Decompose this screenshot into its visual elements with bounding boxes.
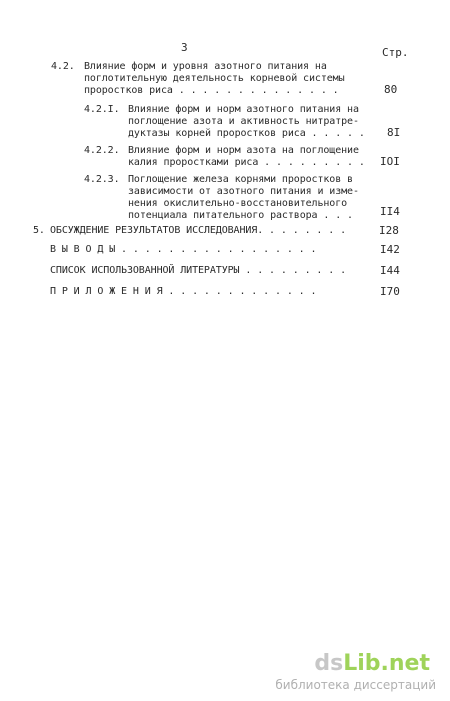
entry-title-line: зависимости от азотного питания и изме- [128, 186, 359, 197]
section-number: 4.2.I. [84, 104, 120, 115]
entry-title-line: СПИСОК ИСПОЛЬЗОВАННОЙ ЛИТЕРАТУРЫ . . . . . . . . . [50, 265, 347, 276]
entry-title-line: Влияние форм и уровня азотного питания на [84, 61, 327, 72]
entry-page: I28 [379, 224, 399, 237]
entry-title-line: В Ы В О Д Ы . . . . . . . . . . . . . . . . . [50, 244, 317, 255]
entry-page: 80 [384, 83, 398, 96]
page-number: 3 [181, 41, 188, 54]
entry-title-line: нения окислительно-восстановительного [128, 198, 348, 209]
entry-title-line: потенциала питательного раствора . . . [128, 210, 353, 221]
entry-title-line: ОБСУЖДЕНИЕ РЕЗУЛЬТАТОВ ИССЛЕДОВАНИЯ. . . . . . . . [50, 225, 347, 236]
section-number: 5. [33, 225, 45, 236]
entry-title-line: П Р И Л О Ж Е Н И Я . . . . . . . . . . . . . [50, 286, 317, 297]
section-number: 4.2. [51, 61, 75, 72]
entry-page: 8I [387, 126, 401, 139]
entry-title-line: Влияние форм и норм азота на поглощение [128, 145, 359, 156]
watermark-logo: dsLib.net [314, 651, 430, 676]
entry-title-line: Поглощение железа корнями проростков в [128, 174, 353, 185]
entry-title-line: Влияние форм и норм азотного питания на [128, 104, 359, 115]
entry-title-line: поглотительную деятельность корневой системы [84, 73, 345, 84]
pages-column-header: Стр. [382, 46, 409, 59]
watermark-caption: библиотека диссертаций [275, 678, 436, 692]
entry-title-line: проростков риса . . . . . . . . . . . . . . [84, 85, 339, 96]
entry-title-line: дуктазы корней проростков риса . . . . . [128, 128, 365, 139]
section-number: 4.2.3. [84, 174, 120, 185]
entry-page: II4 [380, 205, 400, 218]
entry-page: I42 [380, 243, 400, 256]
section-number: 4.2.2. [84, 145, 120, 156]
entry-title-line: калия проростками риса . . . . . . . . . [128, 157, 365, 168]
entry-page: I70 [380, 285, 400, 298]
entry-page: IOI [380, 155, 400, 168]
entry-title-line: поглощение азота и активность нитратре- [128, 116, 359, 127]
entry-page: I44 [380, 264, 400, 277]
